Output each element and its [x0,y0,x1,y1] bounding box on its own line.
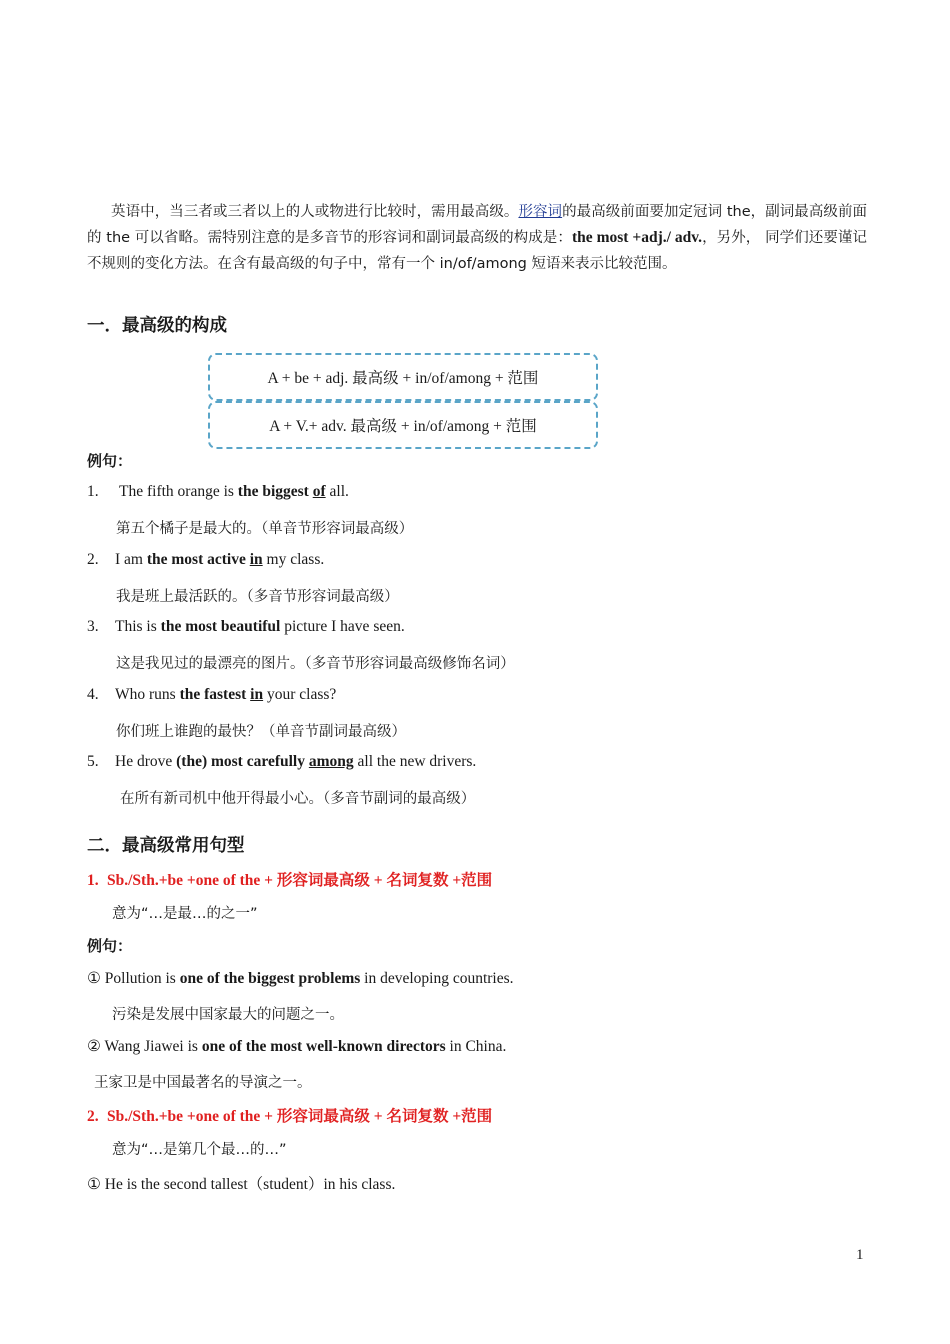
example-label: 例句： [87,937,133,955]
pattern-1-example-2: ② Wang Jiawei is one of the most well-known directors in China. [87,1038,507,1055]
example-sentence: 5. He drove (the) most carefully among all the new drivers. [87,753,477,770]
pattern-2-meaning: 意为“…是第几个最…的…” [112,1142,287,1158]
example-sentence: 3. This is the most beautiful picture I have seen. [87,618,405,635]
pattern-1-example-1-translation: 污染是发展中国家最大的问题之一。 [112,1007,344,1023]
page-number: 1 [856,1247,864,1263]
intro-paragraph: 英语中，当三者或三者以上的人或物进行比较时，需用最高级。形容词的最高级前面要加定冠词 the，副词最高级前面的 the 可以省略。需特别注意的是多音节的形容词和副词最高级的构成是：the most +adj./ adv.，另外， 同学们还要谨记不规则的变化方法。在含有最高级的句子中，常有一个 in/of/among 短语来表示比较范围。 [87,204,868,272]
pattern-2-example-1: ① He is the second tallest（student）in his class. [87,1176,396,1193]
pattern-1: 1. Sb./Sth.+be +one of the + 形容词最高级 + 名词复数 +范围 [87,872,493,889]
example-sentence: 2. I am the most active in my class. [87,551,325,568]
example-label: 例句： [87,452,133,470]
example-translation: 在所有新司机中他开得最小心。（多音节副词的最高级） [120,791,476,807]
formula-box-adj: A + be + adj. 最高级 + in/of/among + 范围 [208,353,598,401]
pattern-1-meaning: 意为“…是最…的之一” [112,906,258,922]
example-sentence: 1. The fifth orange is the biggest of all. [87,483,349,500]
formula-box-adv: A + V.+ adv. 最高级 + in/of/among + 范围 [208,401,598,449]
example-translation: 我是班上最活跃的。（多音节形容词最高级） [116,589,399,605]
pattern-1-example-1: ① Pollution is one of the biggest problems in developing countries. [87,970,514,987]
example-translation: 你们班上谁跑的最快？（单音节副词最高级） [116,724,406,740]
adjective-link[interactable]: 形容词 [518,204,563,220]
pattern-2: 2. Sb./Sth.+be +one of the + 形容词最高级 + 名词复数 +范围 [87,1108,493,1125]
pattern-1-example-2-translation: 王家卫是中国最著名的导演之一。 [94,1075,312,1091]
example-translation: 这是我见过的最漂亮的图片。（多音节形容词最高级修饰名词） [116,656,515,672]
example-translation: 第五个橘子是最大的。（单音节形容词最高级） [116,521,414,537]
example-sentence: 4. Who runs the fastest in your class? [87,686,337,703]
section2-heading: 二．最高级常用句型 [87,836,245,856]
section1-heading: 一．最高级的构成 [87,316,227,336]
